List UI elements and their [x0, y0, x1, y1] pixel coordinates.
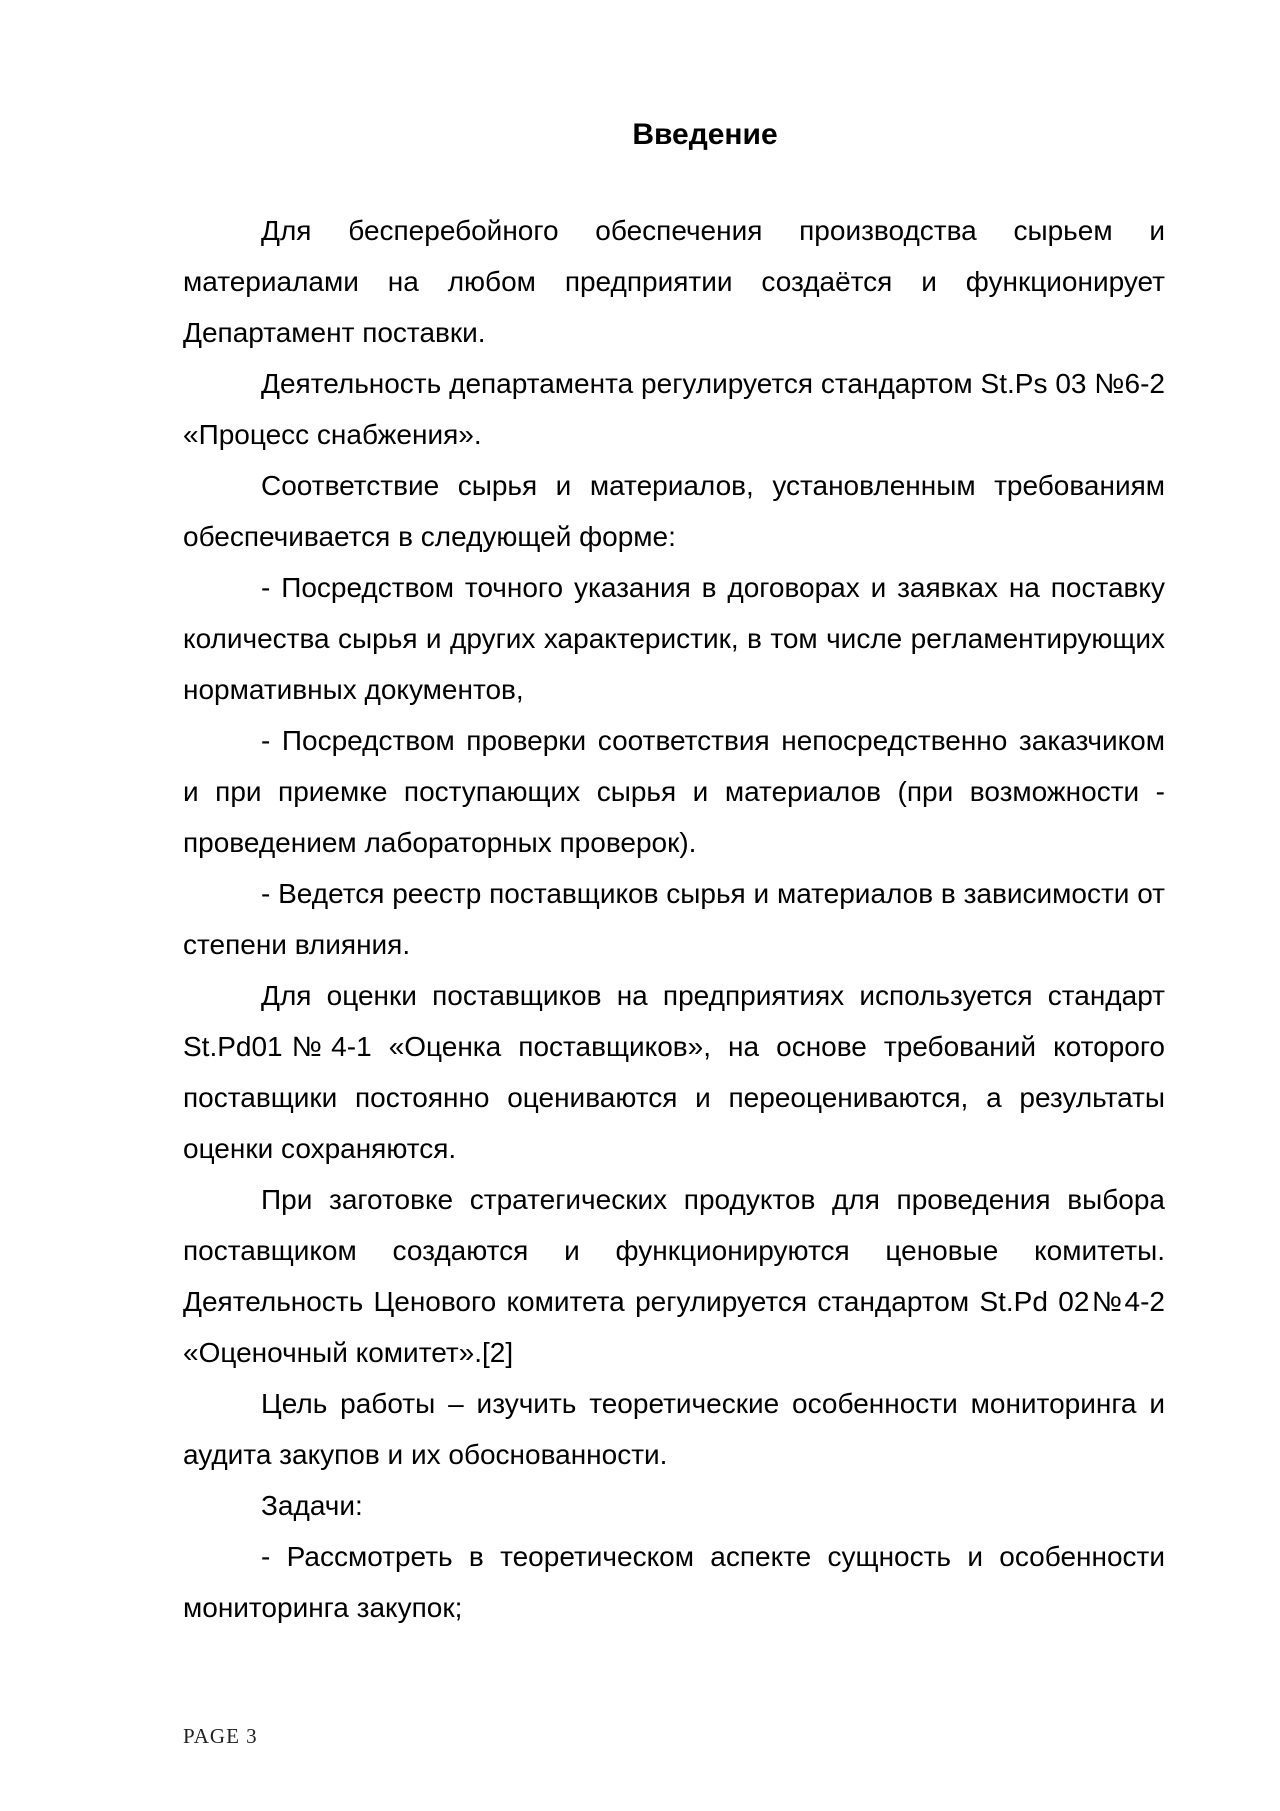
list-item-contracts: - Посредством точного указания в договорах и заявках на поставку количества сырья и других характеристик, в том числе регламентирующих нормативных документов, [183, 572, 1165, 705]
list-item-registry: - Ведется реестр поставщиков сырья и материалов в зависимости от степени влияния. [183, 878, 1165, 960]
paragraph-tasks-heading: Задачи: [261, 1490, 363, 1521]
document-body [183, 205, 1165, 1633]
paragraph-goal: Цель работы – изучить теоретические особенности мониторинга и аудита закупов и их обоснованности. [183, 1388, 1165, 1470]
paragraph-standard: Деятельность департамента регулируется стандартом St.Ps 03 №6-2 «Процесс снабжения». [183, 368, 1165, 450]
page-title: Введение [632, 118, 778, 151]
page-number: PAGE 3 [183, 1724, 258, 1748]
list-item-inspection: - Посредством проверки соответствия непосредственно заказчиком и при приемке поступающих сырья и материалов (при возможности - проведением лабораторных проверок). [183, 725, 1165, 858]
paragraph-intro: Для бесперебойного обеспечения производства сырьем и материалами на любом предприятии создаётся и функционирует Департамент поставки. [183, 215, 1165, 348]
list-item-task-1: - Рассмотреть в теоретическом аспекте сущность и особенности мониторинга закупок; [183, 1541, 1165, 1623]
paragraph-price-committee: При заготовке стратегических продуктов для проведения выбора поставщиком создаются и функционируются ценовые комитеты. Деятельность Ценового комитета регулируется стандартом St.Pd 02№4-2 «Оценочный комитет».[2] [183, 1184, 1165, 1368]
paragraph-conformity: Соответствие сырья и материалов, установленным требованиям обеспечивается в следующей форме: [183, 470, 1165, 552]
paragraph-supplier-evaluation: Для оценки поставщиков на предприятиях используется стандарт St.Pd01№4-1 «Оценка поставщиков», на основе требований которого поставщики постоянно оцениваются и переоцениваются, а результаты оценки сохраняются. [183, 980, 1165, 1164]
